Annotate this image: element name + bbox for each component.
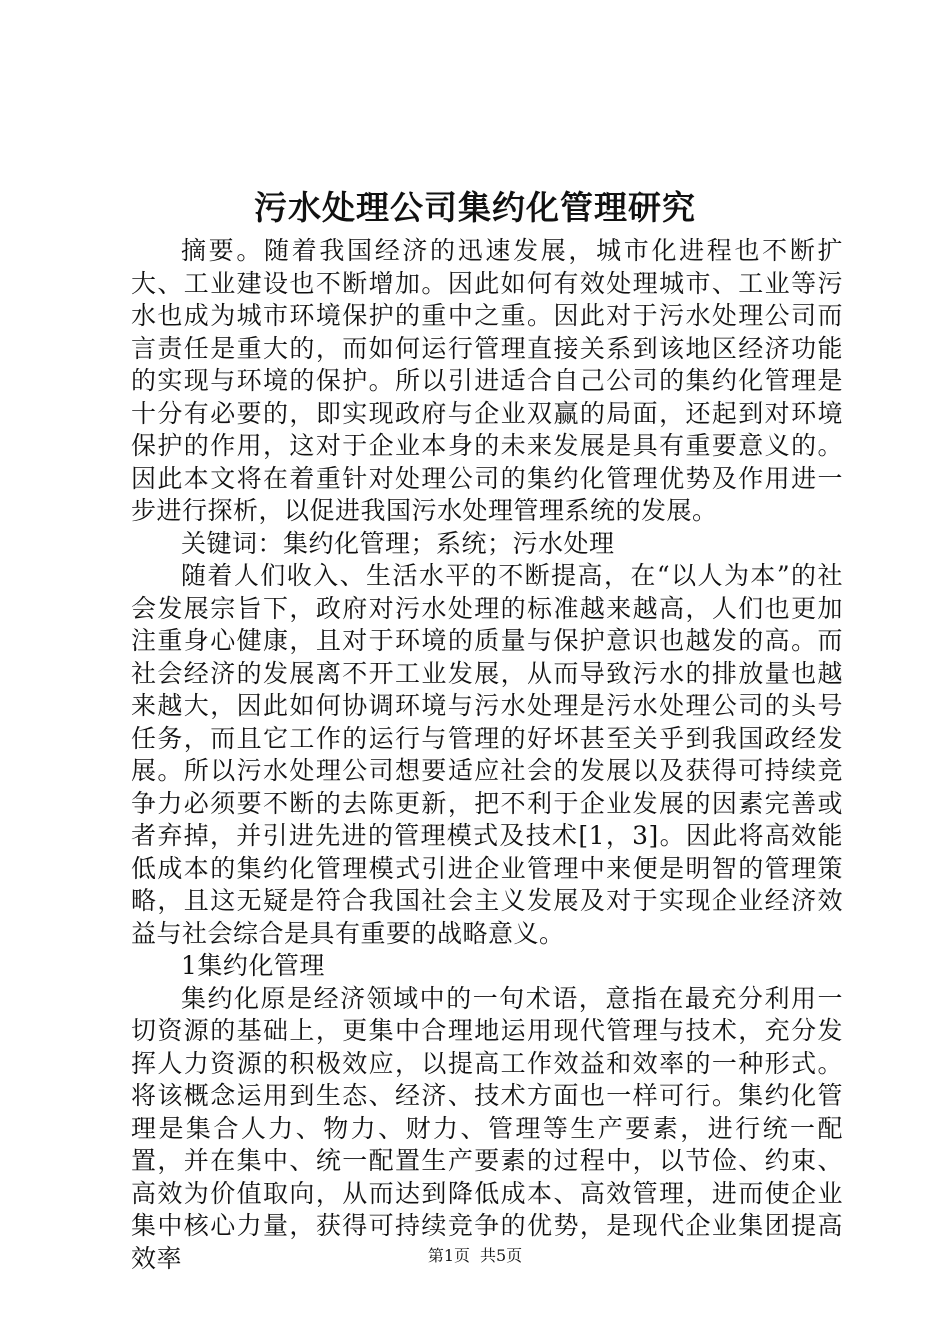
page-footer — [0, 1244, 950, 1268]
section-paragraph: 集约化原是经济领域中的一句术语，意指在最充分利用一切资源的基础上，更集中合理地运用现代管理与技术，充分发挥人力资源的积极效应，以提高工作效益和效率的一种形式。将该概念运用到生态、经济、技术方面也一样可行。集约化管理是集合人力、物力、财力、管理等生产要素，进行统一配置，并在集中、统一配置生产要素的过程中，以节俭、约束、高效为价值取向，从而达到降低成本、高效管理，进而使企业集中核心力量，获得可持续竞争的优势，是现代企业集团提高效率 — [131, 983, 843, 1273]
section-heading: 1集约化管理 — [181, 951, 325, 980]
document-body — [131, 235, 843, 1275]
document-title: 污水处理公司集约化管理研究 — [254, 188, 696, 227]
page-number: 第1页 — [427, 1246, 470, 1265]
page-total: 共5页 — [480, 1246, 523, 1265]
keywords-line: 关键词：集约化管理；系统；污水处理 — [181, 528, 615, 558]
intro-paragraph: 随着人们收入、生活水平的不断提高，在“以人为本”的社会发展宗旨下，政府对污水处理的标准越来越高，人们也更加注重身心健康，且对于环境的质量与保护意识也越发的高。而社会经济的发展离不开工业发展，从而导致污水的排放量也越来越大，因此如何协调环境与污水处理是污水处理公司的头号任务，而且它工作的运行与管理的好坏甚至关乎到我国政经发展。所以污水处理公司想要适应社会的发展以及获得可持续竞争力必须要不断的去陈更新，把不利于企业发展的因素完善或者弃掉，并引进先进的管理模式及技术[1，3]。因此将高效能低成本的集约化管理模式引进企业管理中来便是明智的管理策略，且这无疑是符合我国社会主义发展及对于实现企业经济效益与社会综合是具有重要的战略意义。 — [131, 561, 843, 948]
abstract-paragraph: 摘要。随着我国经济的迅速发展，城市化进程也不断扩大、工业建设也不断增加。因此如何有效处理城市、工业等污水也成为城市环境保护的重中之重。因此对于污水处理公司而言责任是重大的，而如何运行管理直接关系到该地区经济功能的实现与环境的保护。所以引进适合自己公司的集约化管理是十分有必要的，即实现政府与企业双赢的局面，还起到对环境保护的作用，这对于企业本身的未来发展是具有重要意义的。因此本文将在着重针对处理公司的集约化管理优势及作用进一步进行探析，以促进我国污水处理管理系统的发展。 — [131, 236, 843, 525]
